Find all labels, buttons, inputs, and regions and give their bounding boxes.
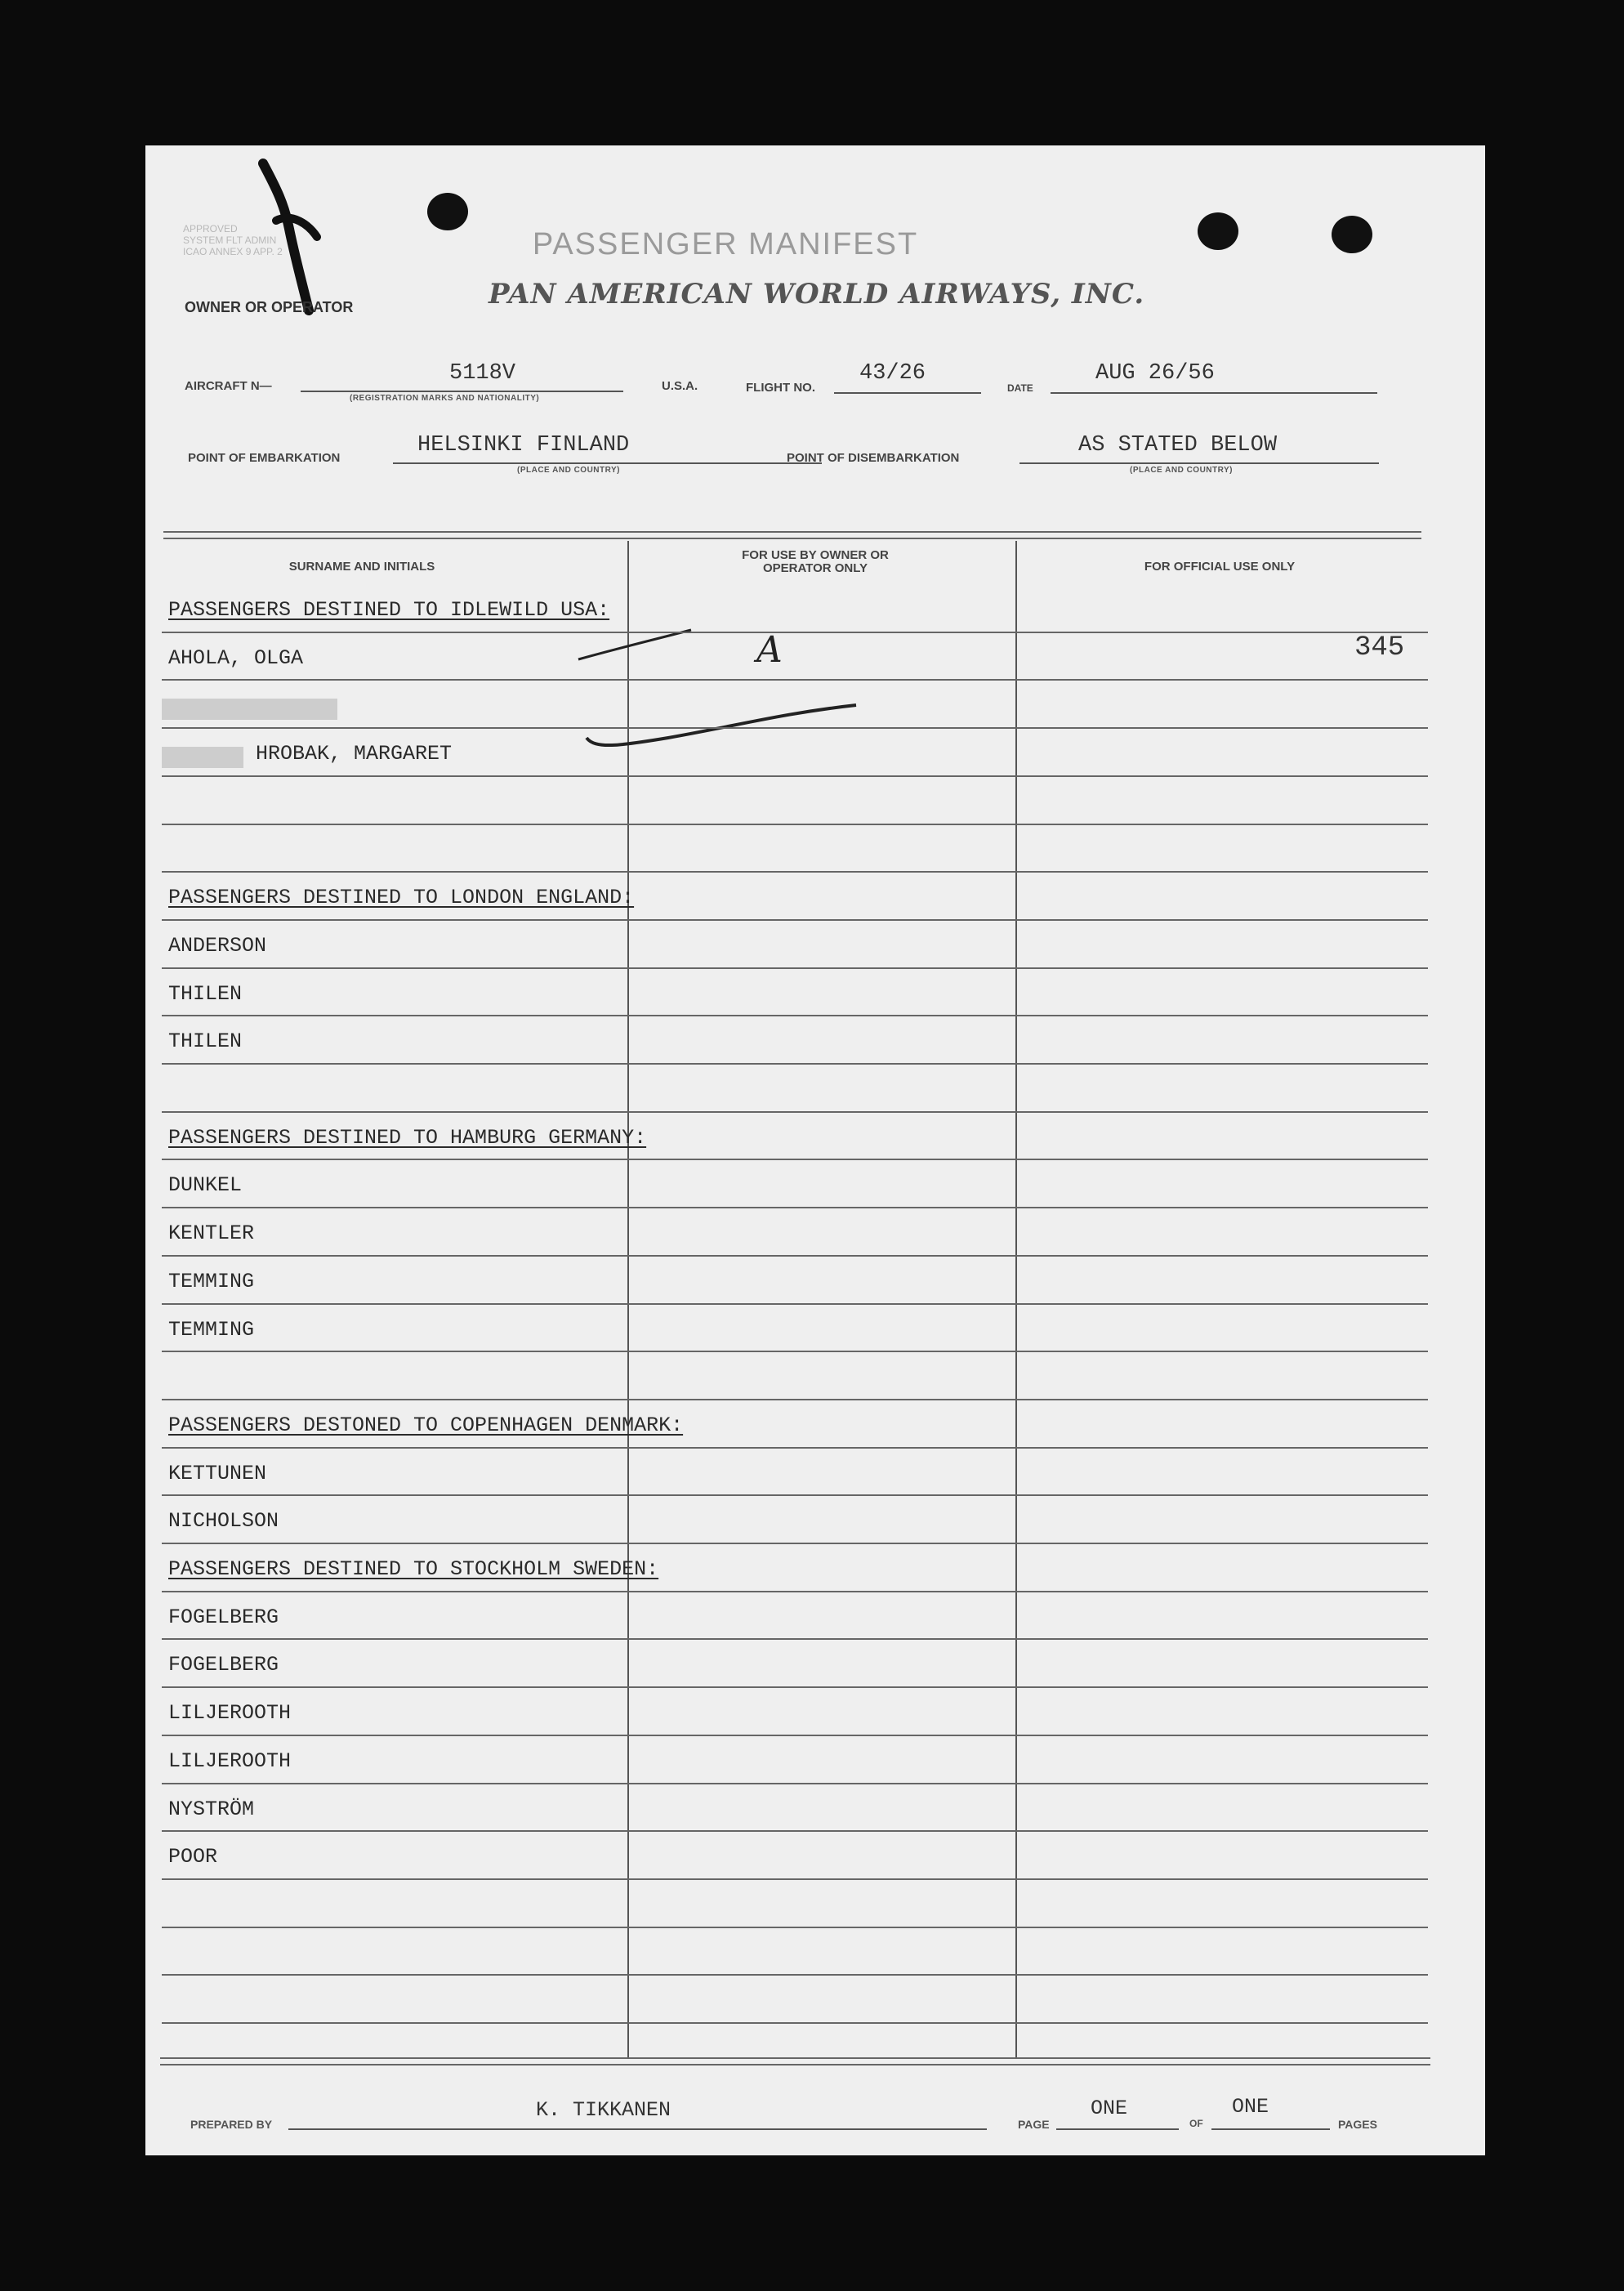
row-rule [162,632,1428,633]
official-number: 345 [1354,632,1405,663]
passenger-name: DUNKEL [168,1173,243,1198]
page-underline [1056,2128,1179,2130]
row-rule [162,1830,1428,1832]
passenger-name: LILJEROOTH [168,1701,292,1726]
row-rule [162,1351,1428,1352]
aircraft-label: AIRCRAFT N— [185,379,272,393]
aircraft-value: 5118V [449,361,516,386]
passenger-name: NYSTRÖM [168,1797,255,1821]
row-rule [162,727,1428,729]
row-rule [162,2022,1428,2024]
row-rule [162,1543,1428,1544]
row-rule [162,1686,1428,1688]
table-top-rule [163,531,1421,533]
row-rule [162,679,1428,681]
page-title: PASSENGER MANIFEST [532,227,919,261]
row-rule [162,1399,1428,1400]
embarkation-value: HELSINKI FINLAND [417,433,630,458]
destination-heading: PASSENGERS DESTINED TO STOCKHOLM SWEDEN: [168,1557,659,1581]
row-rule [162,824,1428,825]
destination-heading: PASSENGERS DESTINED TO HAMBURG GERMANY: [168,1125,647,1150]
passenger-name: KETTUNEN [168,1461,267,1485]
column-header-surname: SURNAME AND INITIALS [288,560,435,574]
row-rule [162,1303,1428,1305]
redacted-text [162,699,337,720]
handwritten-marks [570,623,930,779]
page-value: ONE [1091,2097,1128,2120]
of-label: OF [1189,2118,1203,2129]
row-rule [162,1015,1428,1016]
passenger-name: HROBAK, MARGARET [256,742,453,766]
column-header-owner-use: FOR USE BY OWNER OR OPERATOR ONLY [742,548,889,575]
disembarkation-label: POINT OF DISEMBARKATION [787,451,960,465]
table-top-rule [163,538,1421,539]
date-underline [1051,392,1377,394]
row-rule [162,775,1428,777]
row-rule [162,1735,1428,1736]
page-label: PAGE [1018,2118,1050,2131]
passenger-name: THILEN [168,981,243,1006]
passenger-name: LILJEROOTH [168,1748,292,1773]
passenger-name: AHOLA, OLGA [168,645,304,670]
of-value: ONE [1232,2095,1269,2119]
passenger-name: THILEN [168,1029,243,1054]
prepared-by-label: PREPARED BY [190,2118,273,2131]
prepared-by-underline [288,2128,987,2130]
of-underline [1211,2128,1330,2130]
disembarkation-underline [1019,462,1379,464]
table-bottom-rule [160,2064,1430,2065]
disembarkation-value: AS STATED BELOW [1078,433,1278,458]
destination-heading: PASSENGERS DESTINED TO IDLEWILD USA: [168,598,610,622]
row-rule [162,1927,1428,1928]
table-bottom-rule [160,2057,1430,2059]
passenger-name: KENTLER [168,1221,255,1246]
flight-label: FLIGHT NO. [746,381,815,395]
destination-heading: PASSENGERS DESTINED TO LONDON ENGLAND: [168,886,635,910]
aircraft-caption: (REGISTRATION MARKS AND NATIONALITY) [350,394,540,403]
stamp-line: APPROVED [183,223,238,234]
row-rule [162,1494,1428,1496]
date-label: DATE [1007,382,1033,394]
stamp-line: SYSTEM FLT ADMIN [183,234,277,246]
row-rule [162,1207,1428,1208]
destination-heading: PASSENGERS DESTONED TO COPENHAGEN DENMARK: [168,1413,684,1437]
row-rule [162,1159,1428,1160]
owner-mark: A [756,629,783,671]
row-rule [162,1111,1428,1113]
nationality-label: U.S.A. [662,379,698,393]
passenger-name: TEMMING [168,1317,255,1342]
passenger-name: POOR [168,1845,218,1869]
passenger-name: TEMMING [168,1269,255,1293]
row-rule [162,1447,1428,1449]
embarkation-underline [393,462,822,464]
passenger-name: FOGELBERG [168,1653,279,1677]
owner-operator-label: OWNER OR OPERATOR [185,299,354,315]
row-rule [162,1591,1428,1592]
disembarkation-caption: (PLACE AND COUNTRY) [1130,466,1233,475]
row-rule [162,871,1428,873]
row-rule [162,1974,1428,1976]
aircraft-underline [301,391,623,392]
row-rule [162,967,1428,969]
embarkation-caption: (PLACE AND COUNTRY) [517,466,620,475]
punch-hole [427,193,468,230]
company-name: PAN AMERICAN WORLD AIRWAYS, INC. [489,278,1145,310]
prepared-by-value: K. TIKKANEN [536,2098,671,2122]
column-header-official-use: FOR OFFICIAL USE ONLY [1144,560,1296,574]
flight-underline [834,392,981,394]
pages-label: PAGES [1338,2118,1377,2131]
manifest-sheet [145,145,1485,2155]
row-rule [162,1878,1428,1880]
passenger-name: ANDERSON [168,933,267,958]
row-rule [162,1063,1428,1065]
row-rule [162,1255,1428,1257]
embarkation-label: POINT OF EMBARKATION [188,451,341,465]
flight-value: 43/26 [859,361,926,386]
redacted-text [162,747,243,768]
row-rule [162,919,1428,921]
row-rule [162,1638,1428,1640]
passenger-name: FOGELBERG [168,1605,279,1629]
passenger-name: NICHOLSON [168,1509,279,1534]
date-value: AUG 26/56 [1095,361,1215,386]
stamp-line: ICAO ANNEX 9 APP. 2 [183,246,283,257]
row-rule [162,1783,1428,1784]
